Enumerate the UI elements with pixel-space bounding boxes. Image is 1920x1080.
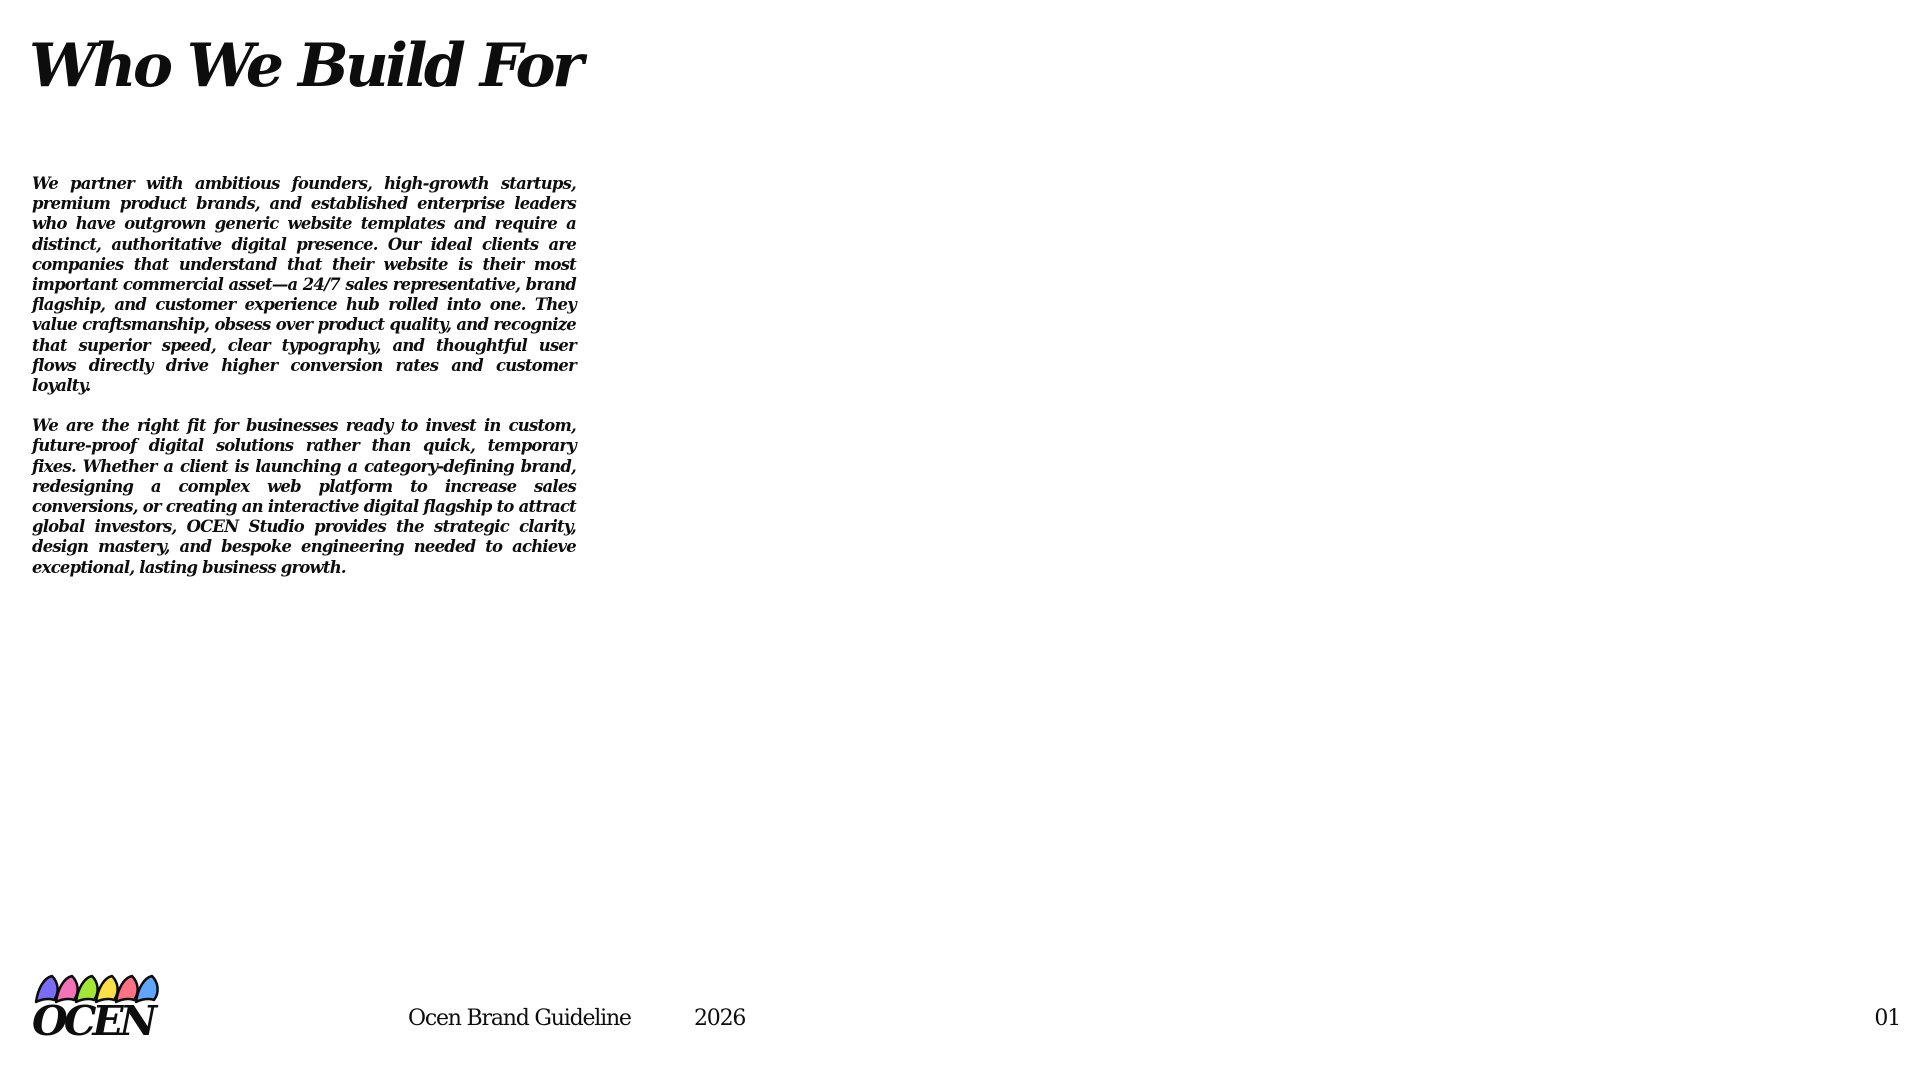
ocen-logo-mark xyxy=(30,972,166,1038)
page-title: Who We Build For xyxy=(29,31,581,101)
logo-wordmark: OCEN xyxy=(32,997,154,1038)
footer-year: 2026 xyxy=(694,1006,746,1031)
paragraph-fit: We are the right fit for businesses ready to invest in custom, future-proof digital solutions rather than quick, temporary fixes. Whether a client is launching a category-defining brand, redesigning a complex web platform to increase sales conversions, or creating an interactive digital flagship to attract global investors, OCEN Studio provides the strategic clarity, design mastery, and bespoke engineering needed to achieve exceptional, lasting business growth. xyxy=(32,416,576,577)
body-copy xyxy=(32,174,576,598)
footer-page-number: 01 xyxy=(1874,1006,1900,1031)
paragraph-intro: We partner with ambitious founders, high-growth startups, premium product brands, and established enterprise leaders who have outgrown generic website templates and require a distinct, authoritative digital presence. Our ideal clients are companies that understand that their website is their most important commercial asset—a 24/7 sales representative, brand flagship, and customer experience hub rolled into one. They value craftsmanship, obsess over product quality, and recognize that superior speed, clear typography, and thoughtful user flows directly drive higher conversion rates and customer loyalty. xyxy=(32,174,576,396)
ocen-logo xyxy=(30,972,166,1038)
footer-guideline-label: Ocen Brand Guideline xyxy=(408,1006,631,1031)
